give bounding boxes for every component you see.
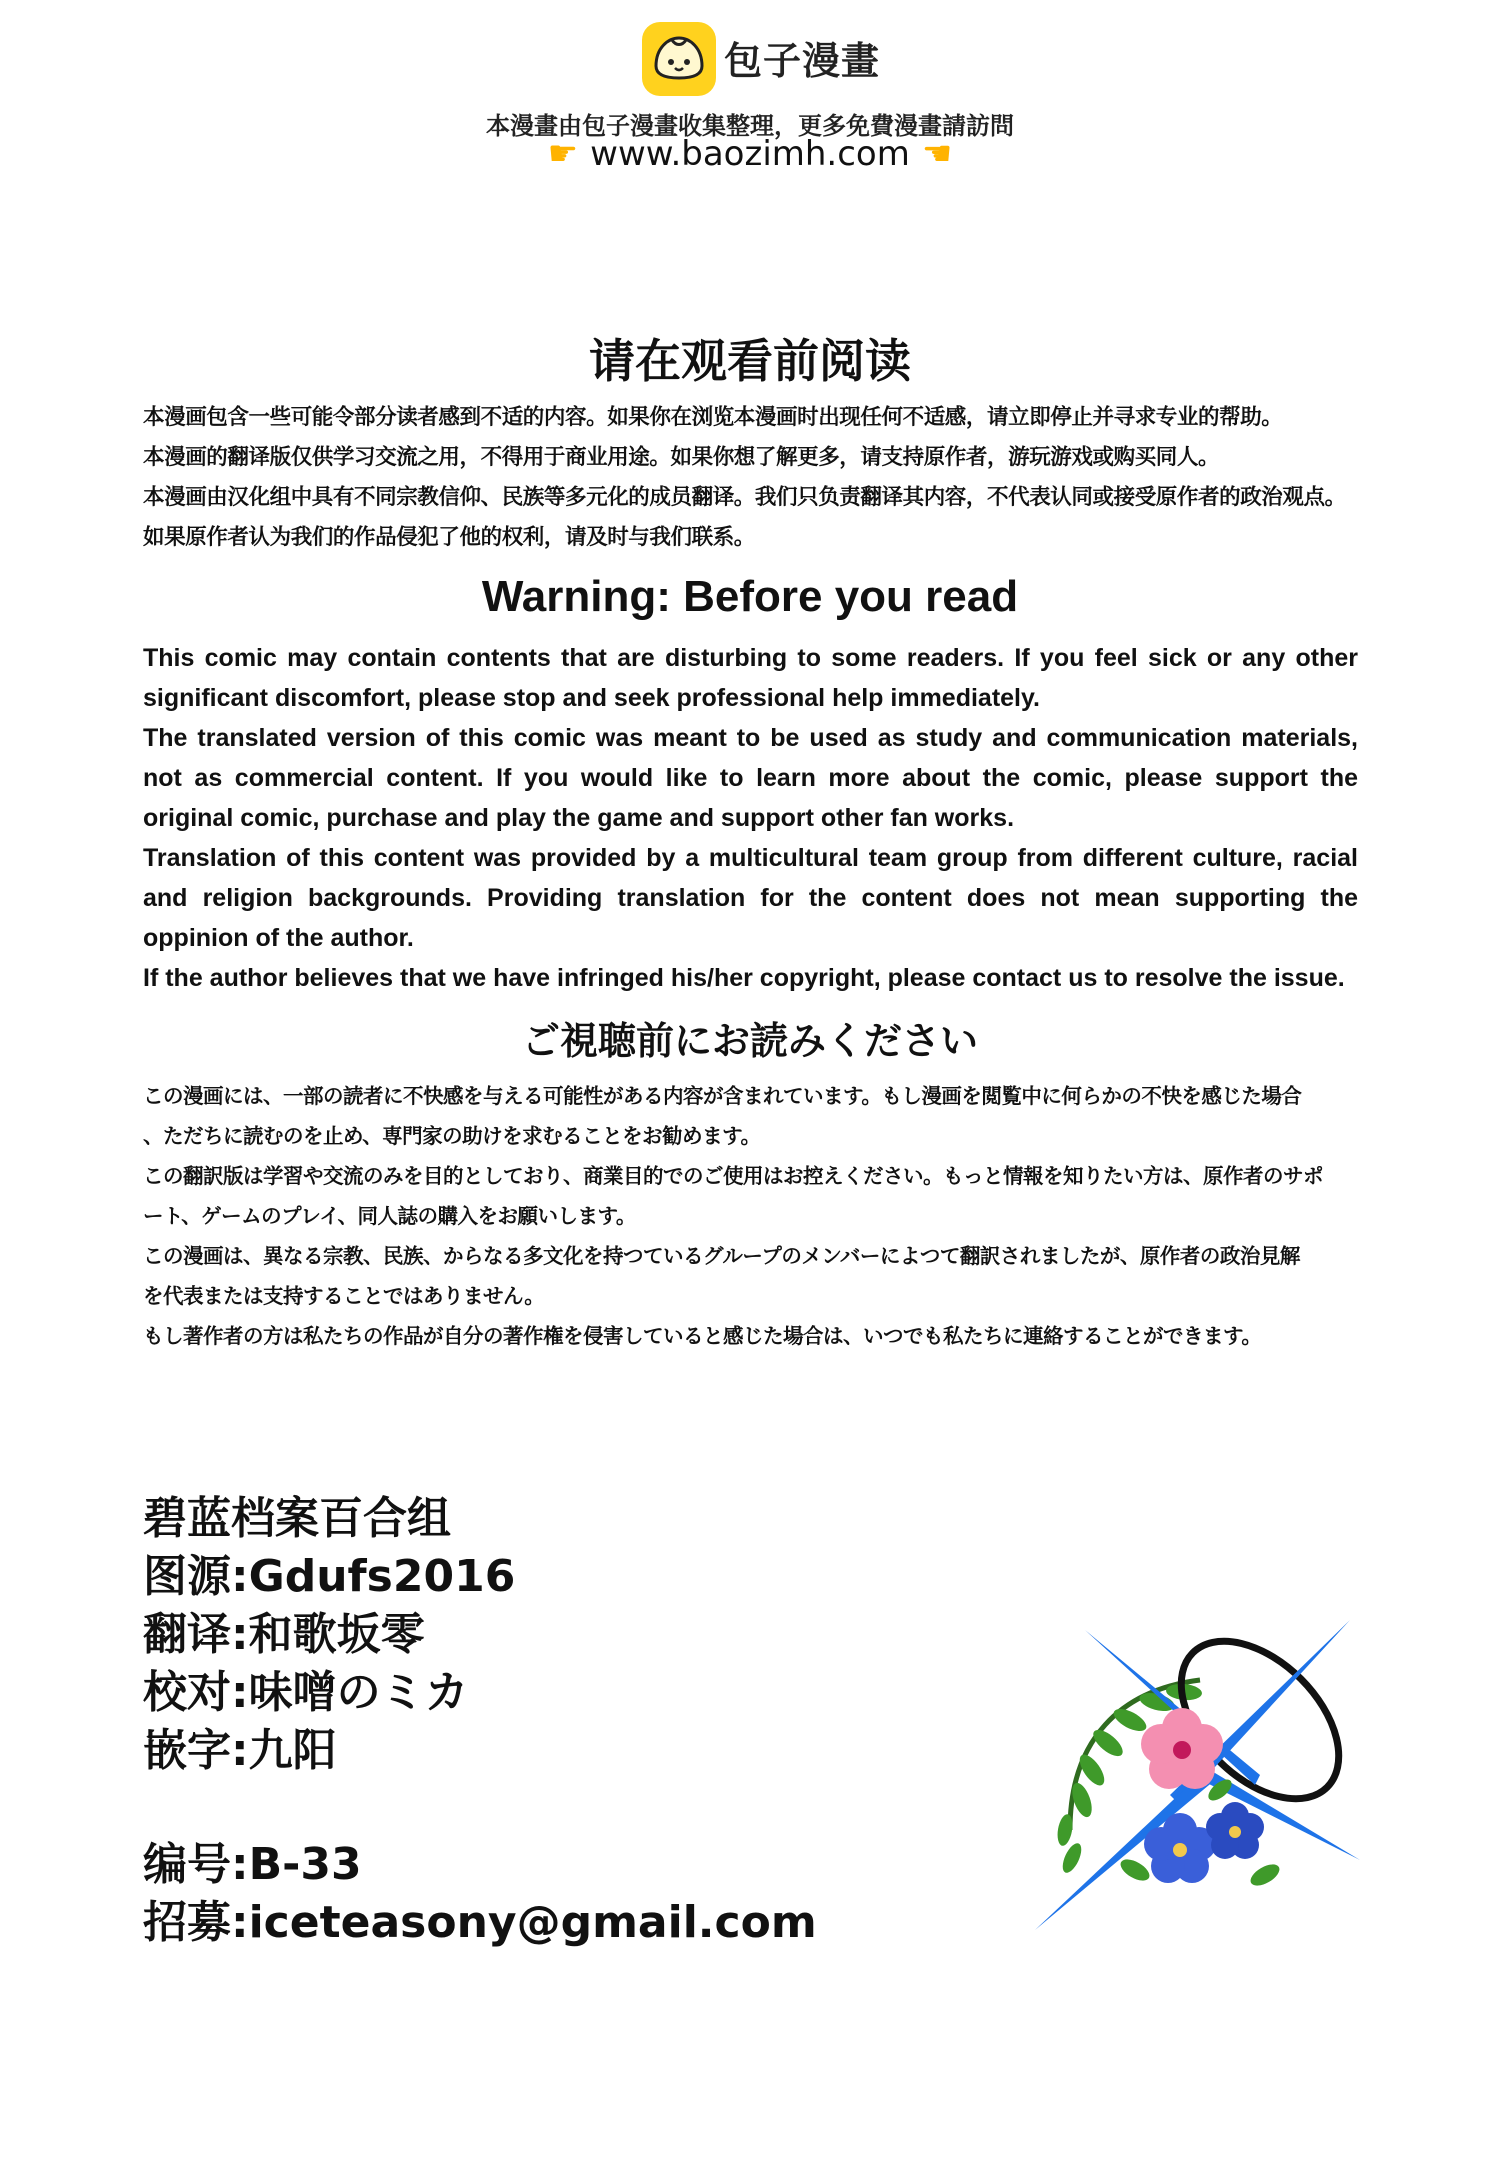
chinese-line: 本漫画的翻译版仅供学习交流之用，不得用于商业用途。如果你想了解更多，请支持原作者，游玩游戏或购买同人。 <box>143 445 1220 470</box>
japanese-line: もし著作者の方は私たちの作品が自分の著作権を侵害していると感じた場合は、いつでも私たちに連絡することができます。 <box>143 1324 1262 1348</box>
english-paragraph: Translation of this content was provided by a multicultural team group from different culture, racial and religion backgrounds. Providing translation for the content does not mean supporting the oppinion of the author. <box>143 844 1358 952</box>
japanese-notice <box>143 1076 1358 1356</box>
japanese-line: この漫画は、異なる宗教、民族、からなる多文化を持つているグループのメンバーによつて翻訳されましたが、原作者の政治見解 <box>143 1244 1300 1268</box>
japanese-line: この漫画には、一部の読者に不快感を与える可能性がある内容が含まれています。もし漫画を閲覧中に何らかの不快を感じた場合 <box>143 1084 1302 1108</box>
chinese-line: 如果原作者认为我们的作品侵犯了他的权利，请及时与我们联系。 <box>143 525 755 550</box>
baozi-logo-icon <box>642 22 716 96</box>
english-notice <box>143 638 1358 998</box>
pointing-right-hand-icon: ☛ <box>547 134 579 174</box>
group-logo-icon <box>1030 1600 1370 1940</box>
credit-source: 图源:Gdufs2016 <box>143 1551 516 1602</box>
chinese-line: 本漫画包含一些可能令部分读者感到不适的内容。如果你在浏览本漫画时出现任何不适感，请立即停止并寻求专业的帮助。 <box>143 405 1283 430</box>
japanese-line: ート、ゲームのプレイ、同人誌の購入をお願いします。 <box>143 1204 636 1228</box>
english-paragraph: If the author believes that we have infringed his/her copyright, please contact us to resolve the issue. <box>143 964 1345 992</box>
header-notice: 本漫畫由包子漫畫收集整理，更多免費漫畫請訪問 <box>486 112 1014 140</box>
credit-translator: 翻译:和歌坂零 <box>143 1609 425 1660</box>
pointing-left-hand-icon: ☚ <box>921 134 953 174</box>
credit-proofreader: 校对:味噌のミカ <box>143 1667 469 1718</box>
credit-recruit-email: 招募:iceteasony@gmail.com <box>143 1897 817 1948</box>
chinese-title: 请在观看前阅读 <box>589 334 911 388</box>
brand-name: 包子漫畫 <box>724 39 881 83</box>
japanese-line: この翻訳版は学習や交流のみを目的としており、商業目的でのご使用はお控えください。もっと情報を知りたい方は、原作者のサポ <box>143 1164 1323 1188</box>
credit-code: 编号:B-33 <box>143 1839 362 1890</box>
english-paragraph: The translated version of this comic was meant to be used as study and communication materials, not as commercial content. If you would like to learn more about the comic, please support the original comic, purchase and play the game and support other fan works. <box>143 724 1358 832</box>
japanese-line: 、ただちに読むのを止め、専門家の助けを求むることをお勧めます。 <box>143 1124 761 1148</box>
site-link[interactable]: www.baozimh.com <box>590 134 910 174</box>
credit-typesetter: 嵌字:九阳 <box>143 1725 337 1776</box>
japanese-title: ご視聴前にお読みください <box>521 1019 978 1063</box>
english-paragraph: This comic may contain contents that are disturbing to some readers. If you feel sick or any other significant discomfort, please stop and seek professional help immediately. <box>143 644 1358 712</box>
group-name: 碧蓝档案百合组 <box>143 1493 451 1544</box>
japanese-line: を代表または支持することではありません。 <box>143 1284 545 1308</box>
site-link-row <box>0 134 1500 174</box>
english-title: Warning: Before you read <box>481 572 1019 621</box>
chinese-line: 本漫画由汉化组中具有不同宗教信仰、民族等多元化的成员翻译。我们只负责翻译其内容，不代表认同或接受原作者的政治观点。 <box>143 485 1346 510</box>
chinese-notice <box>143 398 1358 558</box>
